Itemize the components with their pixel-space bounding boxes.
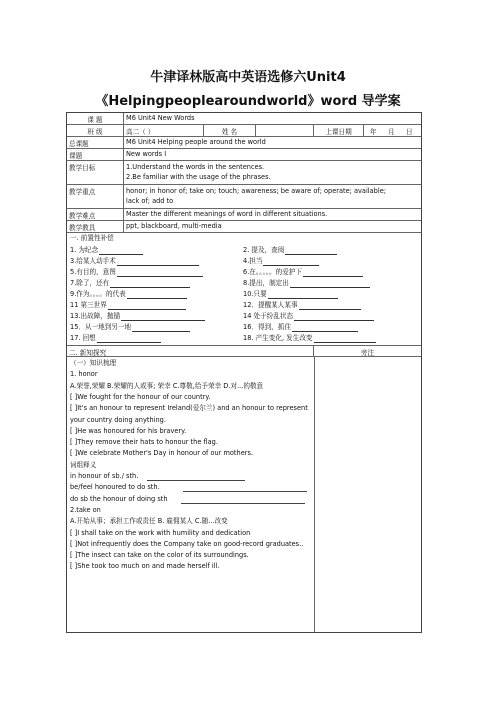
example-sentence: [ ]They remove their hats to honour the flag. [70, 438, 218, 447]
date-year: 年 [370, 128, 377, 136]
document-subtitle: 《Helpingpeoplearoundworld》word 导学案 [95, 94, 401, 109]
preview-item-label: 5.有目的，意图 [70, 268, 116, 276]
class-value: 高二（ ） [124, 125, 204, 136]
date-label: 上课日期 [314, 125, 364, 136]
answer-blank [303, 270, 363, 277]
answer-blank [314, 336, 376, 343]
name-value [256, 125, 314, 136]
preview-item-label: 9.作为。。。。的代表 [70, 290, 126, 298]
preview-item [243, 334, 376, 343]
answer-line [183, 491, 307, 492]
preview-item [70, 301, 186, 310]
word-meanings-honor: A.荣誉,荣耀 B.荣耀的人或事; 荣幸 C.尊敬,给予荣幸 D.对...的敬意 [70, 381, 264, 390]
explore-heading: 二. 新知探究 [67, 346, 314, 356]
example-sentence: [ ]We celebrate Mother's Day in honour of our mothers. [70, 449, 253, 458]
preview-item-label: 16．得到，抓住 [243, 323, 291, 331]
preview-item-label: 14 处于纷乱状态 [243, 312, 294, 320]
explore-body [67, 357, 421, 632]
info-row-tools [67, 221, 421, 233]
preview-item [70, 323, 190, 332]
preview-item [243, 290, 338, 299]
example-sentence: your country doing anything. [70, 415, 166, 424]
answer-blank [132, 325, 190, 332]
phrase-text: do sb the honour of doing sth [70, 494, 168, 503]
info-row-general-topic [67, 137, 421, 149]
answer-line [147, 480, 245, 481]
phrase-note [70, 495, 168, 504]
answer-blank [117, 270, 203, 277]
preview-item [70, 246, 143, 255]
preview-item-label: 4.担当 [243, 257, 263, 265]
topic-label: 课 题 [67, 113, 124, 124]
preview-item-label: 7.除了，还有 [70, 279, 110, 287]
example-sentence: [ ]We fought for the honour of our country. [70, 392, 211, 401]
answer-blank [294, 314, 374, 321]
answer-blank [117, 259, 199, 266]
explore-heading-row [67, 346, 421, 357]
preview-section [67, 233, 421, 346]
info-row-topic [67, 149, 421, 161]
preview-item-label: 10.只要 [243, 290, 267, 298]
info-label: 教学难点 [67, 209, 124, 220]
preview-item [243, 268, 363, 277]
info-value: ppt, blackboard, multi-media [126, 222, 222, 230]
preview-item [243, 312, 374, 321]
example-sentence: [ ]Not infrequently does the Company take on good-record graduates.. [70, 539, 304, 548]
info-label: 教学重点 [67, 185, 124, 208]
header-row-class [67, 125, 421, 137]
answer-blank [97, 336, 161, 343]
example-sentence: [ ]He was honoured for his bravery. [70, 426, 187, 435]
preview-item [70, 279, 190, 288]
side-note-column [314, 357, 315, 632]
word-heading-honor: 1. honor [70, 370, 98, 379]
preview-item-label: 2. 提及，查阅 [243, 246, 285, 254]
preview-item [243, 279, 370, 288]
objective-line: 1.Understand the words in the sentences. [126, 163, 265, 171]
info-label: 教学教具 [67, 221, 124, 232]
info-value: New words I [126, 150, 167, 158]
answer-blank [263, 259, 319, 266]
preview-heading: 一. 前置性补偿 [70, 234, 114, 242]
name-label: 姓 名 [204, 125, 256, 136]
info-value: Master the different meanings of word in different situations. [126, 210, 328, 218]
answer-line [181, 503, 305, 504]
preview-item [70, 257, 199, 266]
info-row-key-points [67, 185, 421, 209]
example-sentence: [ ]It's an honour to represent Ireland(爱尔兰) and an honour to represent [70, 404, 308, 413]
knowledge-subheading: （一）知识梳理 [70, 359, 117, 367]
preview-item-label: 15．从一地到另一地 [70, 323, 132, 331]
phrase-notes-title: 词组释义 [70, 460, 97, 469]
objective-line: 2.Be familiar with the usage of the phrases. [126, 173, 271, 181]
class-label: 班 级 [67, 125, 124, 136]
preview-item-label: 13.出故障，抛锚 [70, 312, 121, 320]
info-label: 总课题 [67, 137, 124, 148]
phrase-note [70, 472, 138, 481]
info-row-objectives [67, 161, 421, 185]
answer-blank [121, 314, 205, 321]
example-sentence: [ ]I shall take on the work with humility and dedication [70, 528, 251, 537]
info-row-difficulties [67, 209, 421, 221]
example-sentence: [ ]She took too much on and made herself ill. [70, 562, 220, 571]
preview-item-label: 11 第三世界 [70, 301, 107, 309]
preview-item [243, 301, 361, 310]
answer-blank [292, 325, 358, 332]
preview-item [70, 312, 205, 321]
preview-item [243, 246, 337, 255]
answer-blank [290, 281, 370, 288]
preview-item-label: 8.提出，制定出 [243, 279, 289, 287]
preview-item-label: 6.在。。。。。的爱护下 [243, 268, 303, 276]
answer-blank [268, 292, 338, 299]
side-note-heading: 旁注 [360, 349, 375, 356]
info-value [124, 185, 421, 208]
answer-blank [285, 248, 337, 255]
header-row-topic [67, 113, 421, 125]
info-value [124, 161, 421, 184]
answer-blank [110, 281, 190, 288]
preview-item-label: 17. 回想 [70, 334, 96, 342]
document-title: 牛津译林版高中英语选修六Unit4 [150, 70, 346, 85]
info-label: 教学目标 [67, 161, 124, 184]
preview-item [243, 257, 319, 266]
date-day: 日 [406, 128, 413, 136]
date-value [364, 125, 421, 136]
date-month: 月 [388, 128, 395, 136]
example-sentence: [ ]The insect can take on the color of its surroundings. [70, 551, 249, 560]
info-label: 课题 [67, 149, 124, 160]
answer-blank [99, 248, 143, 255]
preview-item-label: 18. 产生变化, 发生改变 [243, 334, 313, 342]
answer-blank [108, 303, 186, 310]
key-point-line: lack of; add to [126, 197, 174, 205]
preview-item [70, 268, 203, 277]
preview-item-label: 1. 为纪念 [70, 246, 99, 254]
info-value: M6 Unit4 Helping people around the world [126, 138, 266, 146]
preview-item [243, 323, 358, 332]
phrase-text: in honour of sb./ sth. [70, 472, 139, 480]
phrase-note [70, 483, 160, 492]
topic-value: M6 Unit4 New Words [126, 114, 195, 122]
word-heading-take-on: 2.take on [70, 505, 101, 514]
lesson-plan-table [66, 112, 422, 633]
answer-blank [127, 292, 187, 299]
key-point-line: honor; in honor of; take on; touch; awareness; be aware of; operate; available; [126, 187, 386, 195]
preview-item [70, 290, 187, 299]
phrase-text: be/feel honoured to do sth. [70, 483, 160, 492]
preview-item-label: 3.给某人动手术 [70, 257, 116, 265]
answer-blank [299, 303, 361, 310]
word-meanings-take-on: A.开始从事；承担工作或责任 B. 雇佣某人 C.随...改变 [70, 517, 228, 526]
preview-item-label: 12．提醒某人某事 [243, 301, 298, 309]
preview-item [70, 334, 161, 343]
